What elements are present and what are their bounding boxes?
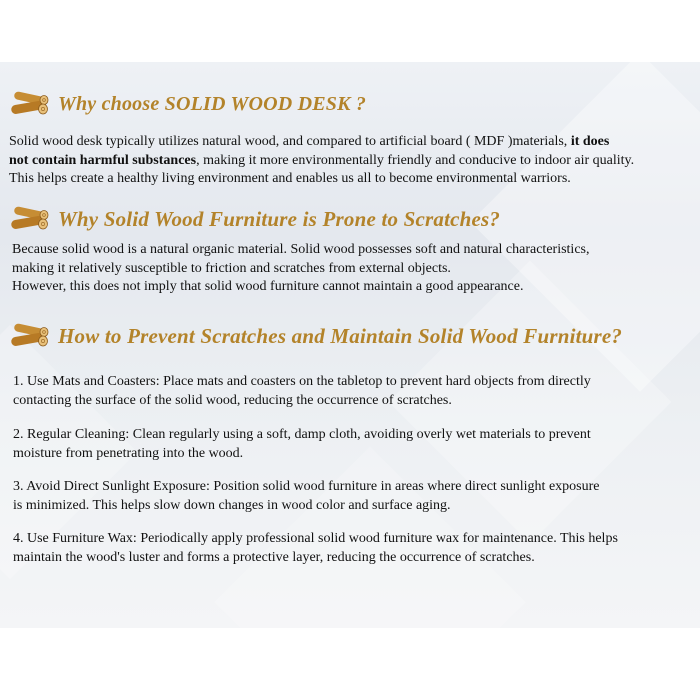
section-title: How to Prevent Scratches and Maintain Solid Wood Furniture?	[58, 323, 623, 348]
paragraph-line: However, this does not imply that solid wood furniture cannot maintain a good appearance.	[12, 279, 524, 294]
section-heading-prevent-scratches	[8, 322, 622, 350]
tip-item	[13, 530, 618, 567]
bold-text-run: not contain harmful substances	[9, 152, 197, 168]
paragraph-line: 3. Avoid Direct Sunlight Exposure: Position solid wood furniture in areas where direct sunlight exposure	[13, 479, 600, 494]
section-title: Why choose SOLID WOOD DESK ?	[58, 92, 367, 115]
paragraph-line: 1. Use Mats and Coasters: Place mats and coasters on the tabletop to prevent hard objects from directly	[13, 374, 591, 389]
paragraph-line: maintain the wood's luster and forms a protective layer, reducing the occurrence of scratches.	[13, 549, 535, 565]
paragraph-line: moisture from penetrating into the wood.	[13, 445, 244, 461]
section-heading-prone-to-scratches	[8, 205, 500, 233]
paragraph-line: 2. Regular Cleaning: Clean regularly using a soft, damp cloth, avoiding overly wet materials to prevent	[13, 427, 591, 442]
section-heading-why-choose	[8, 90, 366, 118]
text-run: Solid wood desk typically utilizes natural wood, and compared to artificial board ( MDF )materials,	[9, 134, 571, 149]
wood-logs-icon	[8, 90, 52, 118]
paragraph-line: Because solid wood is a natural organic material. Solid wood possesses soft and natural characteristics,	[12, 242, 590, 257]
section-title: Why Solid Wood Furniture is Prone to Scratches?	[58, 206, 501, 231]
paragraph-line	[9, 152, 634, 171]
paragraph-line: making it relatively susceptible to friction and scratches from external objects.	[12, 260, 451, 276]
intro-paragraph	[9, 133, 634, 189]
paragraph-line: 4. Use Furniture Wax: Periodically apply professional solid wood furniture wax for maintenance. This helps	[13, 531, 618, 546]
tip-item	[13, 373, 591, 410]
paragraph-line: This helps create a healthy living environment and enables us all to become environmental warriors.	[9, 171, 571, 186]
text-run: , making it more environmentally friendly and conducive to indoor air quality.	[196, 152, 635, 168]
tip-item	[13, 478, 599, 515]
tip-item	[13, 426, 591, 463]
scratches-paragraph	[12, 241, 589, 297]
paragraph-line: contacting the surface of the solid wood, reducing the occurrence of scratches.	[13, 392, 452, 408]
bold-text-run: it does	[570, 134, 610, 149]
wood-logs-icon	[8, 322, 52, 350]
paragraph-line	[9, 133, 634, 152]
paragraph-line: is minimized. This helps slow down changes in wood color and surface aging.	[13, 497, 451, 513]
wood-logs-icon	[8, 205, 52, 233]
